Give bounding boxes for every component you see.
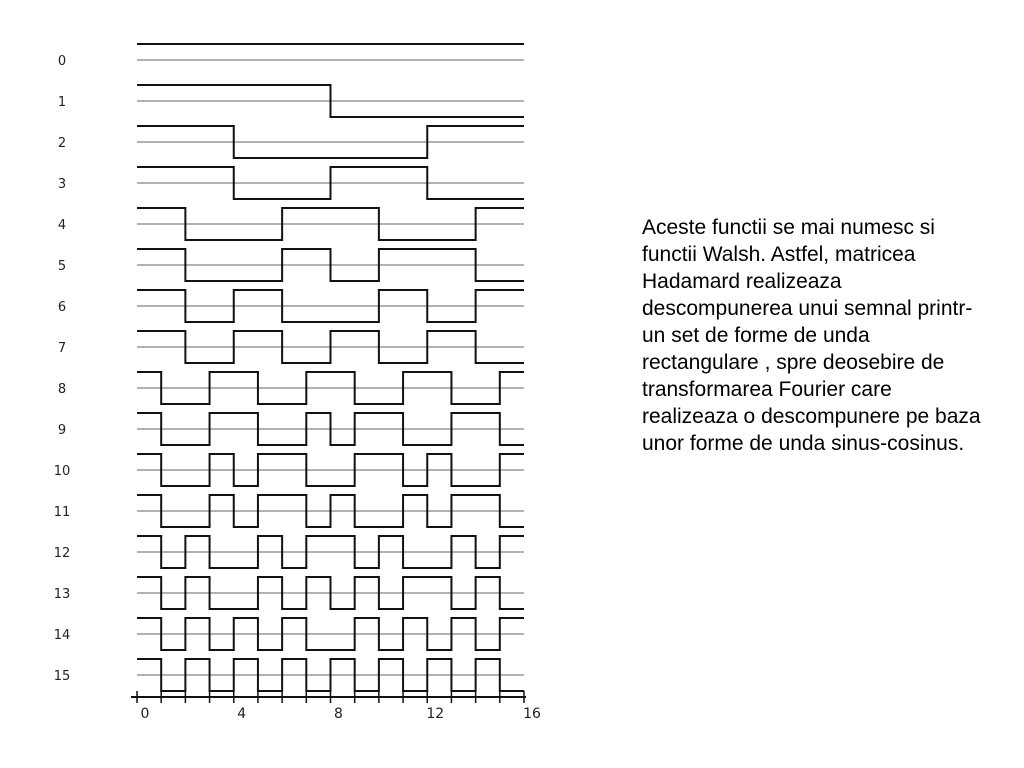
row-label: 0 bbox=[57, 54, 67, 69]
axis-tick-label: 0 bbox=[140, 706, 150, 722]
row-label: 10 bbox=[53, 464, 71, 479]
row-label: 7 bbox=[57, 341, 67, 356]
axis-tick-label: 8 bbox=[334, 706, 343, 722]
row-label: 1 bbox=[57, 95, 67, 110]
row-label: 11 bbox=[53, 505, 71, 520]
row-label: 5 bbox=[57, 259, 67, 274]
walsh-description-text: Aceste functii se mai numesc si functii Walsh. Astfel, matricea Hadamard realizeaza descompunerea unui semnal printr-un set de forme de unda rectangulare , spre deosebire de transformarea Fourier care realizeaza o descompunere pe baza unor forme de unda sinus-cosinus. bbox=[642, 216, 981, 455]
x-axis bbox=[131, 691, 541, 722]
axis-tick-label: 4 bbox=[237, 706, 247, 722]
row-label: 14 bbox=[53, 628, 71, 643]
walsh-rows bbox=[54, 44, 524, 691]
row-label: 12 bbox=[53, 546, 71, 561]
row-label: 9 bbox=[57, 423, 67, 438]
row-label: 2 bbox=[57, 136, 67, 151]
row-label: 4 bbox=[57, 218, 67, 233]
row-label: 8 bbox=[57, 382, 67, 397]
row-label: 6 bbox=[57, 300, 67, 315]
axis-tick-label: 16 bbox=[523, 706, 541, 722]
row-label: 3 bbox=[57, 177, 67, 192]
axis-tick-label: 12 bbox=[426, 706, 445, 722]
row-label: 15 bbox=[53, 669, 71, 684]
row-label: 13 bbox=[53, 587, 71, 602]
